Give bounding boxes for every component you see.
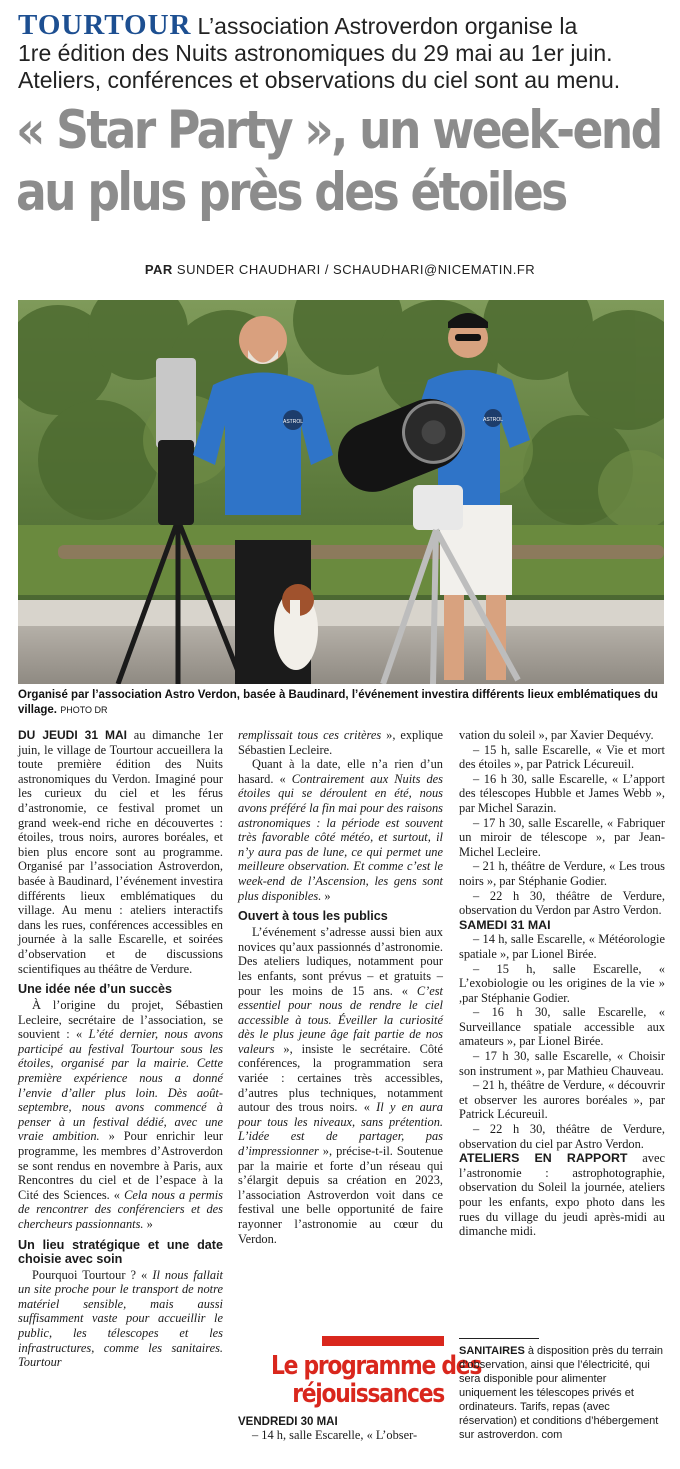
quote-run: Il nous fallait un site proche pour le transport de notre matériel sensible, mais aussi suffisamment vaste pour accueillir le public, les télescopes et les infrastructures, comme les sanitaires. Tourtour xyxy=(18,1267,223,1370)
intro-line-3: Ateliers, conférences et observations du ciel sont au menu. xyxy=(18,67,621,93)
programme-rule xyxy=(322,1336,444,1346)
programme-item: – 17 h 30, salle Escarelle, « Fabriquer un miroir de télescope », par Jean-Michel Lecleire. xyxy=(459,815,665,859)
subheading-lieu: Un lieu stratégique et une date choisie avec soin xyxy=(18,1237,223,1266)
programme-item: – 16 h 30, salle Escarelle, « Surveillance spatiale accessible aux amateurs », par Lionel Birée. xyxy=(459,1005,665,1049)
text-run: Quant à la date, elle n’a rien d’un hasard. « xyxy=(238,757,443,786)
programme-item: – 17 h 30, salle Escarelle, « Choisir son instrument », par Mathieu Chauveau. xyxy=(459,1049,665,1078)
text-run: À l’origine du projet, Sébastien Lecleire, secrétaire de l’association, se souvient : « xyxy=(18,998,223,1042)
programme-item: – 14 h, salle Escarelle, « L’obser- xyxy=(252,1428,418,1442)
byline xyxy=(0,262,680,277)
programme-item: – 15 h, salle Escarelle, « Vie et mort des étoiles », par Patrick Lécureuil. xyxy=(459,742,665,772)
byline-author: SUNDER CHAUDHARI / SCHAUDHARI@NICEMATIN.FR xyxy=(176,262,536,277)
programme-item: – 21 h, théâtre de Verdure, « découvrir et observer les aurores boréales », par Patrick Lécureuil. xyxy=(459,1078,665,1122)
paragraph-date xyxy=(238,757,443,903)
article-photo xyxy=(18,300,664,684)
location-kicker: TOURTOUR xyxy=(18,9,192,41)
paragraph-publics xyxy=(238,925,443,1246)
text-run: » xyxy=(321,888,331,903)
text-run: », explique Sébastien Lecleire. xyxy=(238,728,443,757)
quote-run: Cela nous a permis de rencontrer des conférenciers et des chercheurs passionnants. xyxy=(18,1187,224,1231)
programme-item: – 16 h 30, salle Escarelle, « L’apport des télescopes Hubble et James Webb », par Michel Sarazin. xyxy=(459,771,665,815)
programme-item: – 15 h, salle Escarelle, « L’exobiologie ou les origines de la vie » ,par Stéphanie Godier. xyxy=(459,961,665,1005)
text-run: », insiste le secrétaire. Côté conférences, la programmation sera variée : certaines très accessibles, d’autres plus techniques, notamment autour des trous noirs. « xyxy=(238,1041,443,1115)
text-run: L’événement s’adresse aussi bien aux novices qu’aux passionnés d’astronomie. Des ateliers ludiques, notamment pour les enfants, sont prévus – et gratuits – pour les moins de 15 ans. « xyxy=(238,925,443,998)
text-run: » xyxy=(143,1217,153,1231)
headline-line-2: au plus près des étoiles xyxy=(16,162,566,223)
programme-title-line-2: réjouissances xyxy=(292,1379,444,1409)
paragraph-criteres xyxy=(238,728,443,757)
programme-item: – 22 h 30, théâtre de Verdure, observation du ciel par Astro Verdon. xyxy=(459,1122,665,1151)
subheading-idee: Une idée née d’un succès xyxy=(18,982,172,997)
intro-line-1: L’association Astroverdon organise la xyxy=(197,13,578,39)
quote-run: C’est essentiel pour nous de rendre le ciel accessible à tous. Éveiller la curiosité dès le plus jeune âge fait partie de nos valeurs xyxy=(238,983,443,1056)
paragraph-intro-text: au dimanche 1er juin, le village de Tourtour accueillera la toute première édition des Nuits astronomiques du Verdon. Imaginé pour les curieux du ciel et les férus d’astronomie, ce festival promet un grand week-end riche en découvertes : étoiles, trous noirs, aurores boréales, et bien plus encore sont au programme. Organisé par l’association Astroverdon, basée à Baudinard, l’événement investira différents lieux emblématiques du village. Au menu : ateliers interactifs dans les rues, conférences accessibles en journée à la salle Escarelle, et soirées d’observation et de discussions scientifiques au théâtre de Verdure. xyxy=(18,728,223,976)
programme-item: – 22 h 30, théâtre de Verdure, observation du Verdon par Astro Verdon. xyxy=(459,888,665,918)
intro-line-2: 1re édition des Nuits astronomiques du 29 mai au 1er juin. xyxy=(18,40,613,66)
article-column-3 xyxy=(459,728,665,1239)
text-run: Pourquoi Tourtour ? « xyxy=(32,1267,153,1282)
text-run: », précise-t-il. Soutenue par la mairie et forte d’un réseau qui s’élargit depuis sa création en 2023, l’association Astroverdon voit dans ce festival une belle opportunité de faire rayonner l’astronomie au cœur du Verdon. xyxy=(238,1144,443,1246)
programme-day-saturday: SAMEDI 31 MAI xyxy=(459,917,551,932)
programme-item: vation du soleil », par Xavier Dequévy. xyxy=(459,728,654,742)
quote-run: remplissait tous ces critères xyxy=(238,728,382,742)
sanitaires-rule xyxy=(459,1338,539,1339)
sanitaires-note xyxy=(459,1338,665,1442)
ateliers-lead: ATELIERS EN RAPPORT xyxy=(459,1151,628,1166)
quote-run: Contrairement aux Nuits des étoiles qui se déroulent en été, nous avons préféré la fin mai pour des raisons astronomiques : la période est souvent très favorable côté météo, et surtout, il n’y aura pas de lune, ce qui permet une meilleure observation. Et comme c’est le week-end de l’Ascension, les gens sont plus disponibles. xyxy=(238,771,443,903)
headline xyxy=(16,100,661,224)
shirt-logo-2: ASTROL xyxy=(482,417,504,423)
programme-box xyxy=(238,1336,482,1443)
quote-run: L’été dernier, nous avons participé au festival Tourtour sous les étoiles, organisé par la mairie. Cette première expérience nous a donné l’envie d’aller plus loin. Dès août-septembre, nous avons commencé à penser à un festival dédié, avec une vraie ambition. xyxy=(18,1027,224,1144)
programme-item: – 21 h, théâtre de Verdure, « Les trous noirs », par Stéphanie Godier. xyxy=(459,859,665,888)
text-run: » Pour enrichir leur programme, les membres d’Astroverdon se sont rendus en novembre à Paris, aux Rencontres du ciel et de l’espace à la Cité des Sciences. « xyxy=(18,1129,223,1202)
intro-text xyxy=(18,9,668,94)
byline-par: PAR xyxy=(144,262,173,277)
programme-item: – 14 h, salle Escarelle, « Météorologie spatiale », par Lionel Birée. xyxy=(459,932,665,961)
photo-credit: PHOTO DR xyxy=(60,705,108,715)
paragraph-lieu xyxy=(18,1268,223,1370)
programme-day-friday: VENDREDI 30 MAI xyxy=(238,1416,338,1428)
headline-line-1: « Star Party », un week-end xyxy=(16,100,661,161)
subheading-publics: Ouvert à tous les publics xyxy=(238,909,388,924)
sanitaires-lead: SANITAIRES xyxy=(459,1345,525,1357)
caption-text: Organisé par l’association Astro Verdon, basée à Baudinard, l’événement investira différents lieux emblématiques du village. xyxy=(18,689,658,716)
photo-caption xyxy=(18,688,664,718)
text-run: avec l’astronomie : astrophotographie, observation du Soleil la journée, ateliers pour les enfants, expo photo dans les rues du village du jeudi après-midi au dimanche midi. xyxy=(459,1151,665,1239)
article-column-1 xyxy=(18,728,223,1370)
ateliers-paragraph xyxy=(459,1151,665,1239)
photo-illustration xyxy=(18,300,664,684)
paragraph-origine xyxy=(18,998,223,1232)
article-column-2 xyxy=(238,728,443,1246)
shirt-logo-1: ASTROL xyxy=(282,419,304,425)
text-run: à disposition près du terrain d’observation, ainsi que l’électricité, qui sera disponible pour alimenter uniquement les télescopes privés et ordinateurs. Tarifs, repas (avec réservation) et conditions d’hébergement sur astroverdon. com xyxy=(459,1345,663,1441)
quote-run: Il y en aura pour tous les niveaux, sans prétention. L’idée est de partager, pas d’impressionner xyxy=(238,1100,444,1159)
lead-in: DU JEUDI 31 MAI xyxy=(18,728,128,742)
paragraph-intro xyxy=(18,728,223,976)
programme-title-line-1: Le programme des xyxy=(270,1351,482,1381)
